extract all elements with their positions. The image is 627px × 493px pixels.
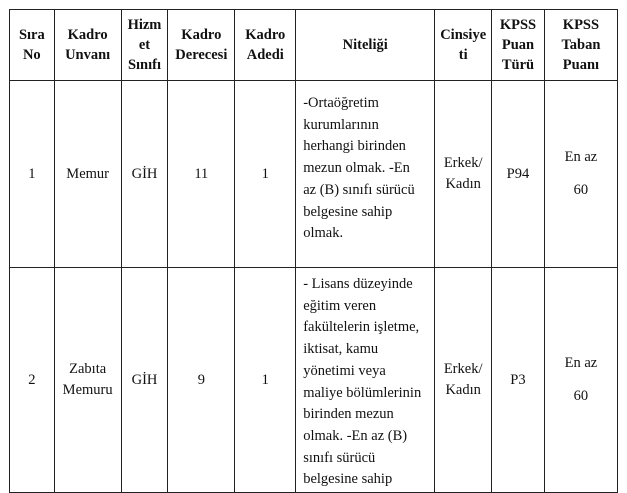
cinsiyet-line: Erkek/ bbox=[443, 361, 483, 377]
cell-nitelik bbox=[296, 268, 435, 493]
nitelik-line: olmak. bbox=[303, 225, 344, 242]
header-text: Derecesi bbox=[175, 47, 228, 63]
taban-line: 60 bbox=[573, 182, 589, 198]
nitelik-line: olmak. -En az (B) bbox=[303, 427, 408, 444]
cell-kpss-taban bbox=[544, 81, 617, 268]
nitelik-line: herhangi birinden bbox=[303, 138, 406, 155]
header-text: Kadro bbox=[181, 27, 222, 43]
nitelik-line: belgesine sahip bbox=[303, 203, 393, 220]
cell-cinsiyet bbox=[435, 268, 492, 493]
header-text: Puan bbox=[501, 37, 535, 53]
header-cinsiyeti bbox=[435, 10, 492, 81]
cell-sira: 1 bbox=[10, 81, 55, 268]
nitelik-line: maliye bölümlerinin bbox=[303, 384, 422, 401]
taban-line: En az bbox=[564, 355, 598, 371]
cell-adet: 1 bbox=[235, 81, 296, 268]
cell-unvan bbox=[54, 268, 121, 493]
cell-sira: 2 bbox=[10, 268, 55, 493]
cell-unvan: Memur bbox=[54, 81, 121, 268]
header-row bbox=[10, 10, 618, 81]
header-kadro-adedi bbox=[235, 10, 296, 81]
header-text: Kadro bbox=[245, 27, 286, 43]
header-niteligi bbox=[296, 10, 435, 81]
nitelik-line: az (B) sınıfı sürücü bbox=[303, 181, 415, 198]
header-kadro-unvani bbox=[54, 10, 121, 81]
header-text: Türü bbox=[501, 57, 535, 73]
header-text: Niteliği bbox=[342, 37, 388, 53]
cell-hizmet: GİH bbox=[121, 268, 168, 493]
header-kpss-taban-puani bbox=[544, 10, 617, 81]
header-text: Kadro bbox=[67, 27, 108, 43]
header-text: Unvanı bbox=[65, 47, 111, 63]
nitelik-line: iktisat, kamu bbox=[303, 341, 379, 358]
nitelik-line: -Ortaöğretim bbox=[303, 95, 379, 111]
nitelik-line: - Lisans düzeyinde bbox=[303, 276, 413, 292]
header-sira-no bbox=[10, 10, 55, 81]
cell-adet: 1 bbox=[235, 268, 296, 493]
header-text: Cinsiye bbox=[440, 27, 487, 43]
header-text: Hizm bbox=[127, 17, 162, 33]
unvan-line: Memuru bbox=[62, 382, 113, 398]
cell-cinsiyet bbox=[435, 81, 492, 268]
header-kadro-derecesi bbox=[168, 10, 235, 81]
nitelik-line: yönetimi veya bbox=[303, 362, 386, 379]
cinsiyet-line: Kadın bbox=[445, 176, 481, 192]
nitelik-line: fakültelerin işletme, bbox=[303, 319, 420, 336]
cell-kpss-tur: P3 bbox=[492, 268, 545, 493]
nitelik-line: birinden mezun bbox=[303, 406, 394, 423]
header-kpss-puan-turu bbox=[492, 10, 545, 81]
unvan-line: Zabıta bbox=[69, 361, 107, 377]
nitelik-line: eğitim veren bbox=[303, 297, 377, 314]
cell-nitelik bbox=[296, 81, 435, 268]
header-text: Sıra bbox=[18, 27, 45, 43]
nitelik-line: sınıfı sürücü bbox=[303, 449, 376, 466]
header-text: Adedi bbox=[246, 47, 284, 63]
kadro-table bbox=[9, 9, 618, 493]
cell-kpss-tur: P94 bbox=[492, 81, 545, 268]
header-text: KPSS bbox=[499, 17, 537, 33]
nitelik-line: mezun olmak. -En bbox=[303, 160, 410, 177]
taban-line: En az bbox=[564, 149, 598, 165]
header-text: Taban bbox=[561, 37, 601, 53]
header-text: KPSS bbox=[562, 17, 600, 33]
table-row bbox=[10, 81, 618, 268]
cell-derece: 9 bbox=[168, 268, 235, 493]
header-text: No bbox=[22, 47, 41, 63]
header-text: et bbox=[138, 37, 151, 53]
taban-line: 60 bbox=[573, 388, 589, 404]
header-text: Sınıfı bbox=[127, 57, 161, 73]
header-hizmet-sinifi bbox=[121, 10, 168, 81]
header-text: Puanı bbox=[562, 57, 600, 73]
header-text: ti bbox=[458, 47, 468, 63]
cell-derece: 11 bbox=[168, 81, 235, 268]
table-row bbox=[10, 268, 618, 493]
cinsiyet-line: Kadın bbox=[445, 382, 481, 398]
nitelik-line: belgesine sahip bbox=[303, 471, 393, 488]
cell-kpss-taban bbox=[544, 268, 617, 493]
cinsiyet-line: Erkek/ bbox=[443, 155, 483, 171]
nitelik-line: kurumlarının bbox=[303, 116, 379, 133]
cell-hizmet: GİH bbox=[121, 81, 168, 268]
